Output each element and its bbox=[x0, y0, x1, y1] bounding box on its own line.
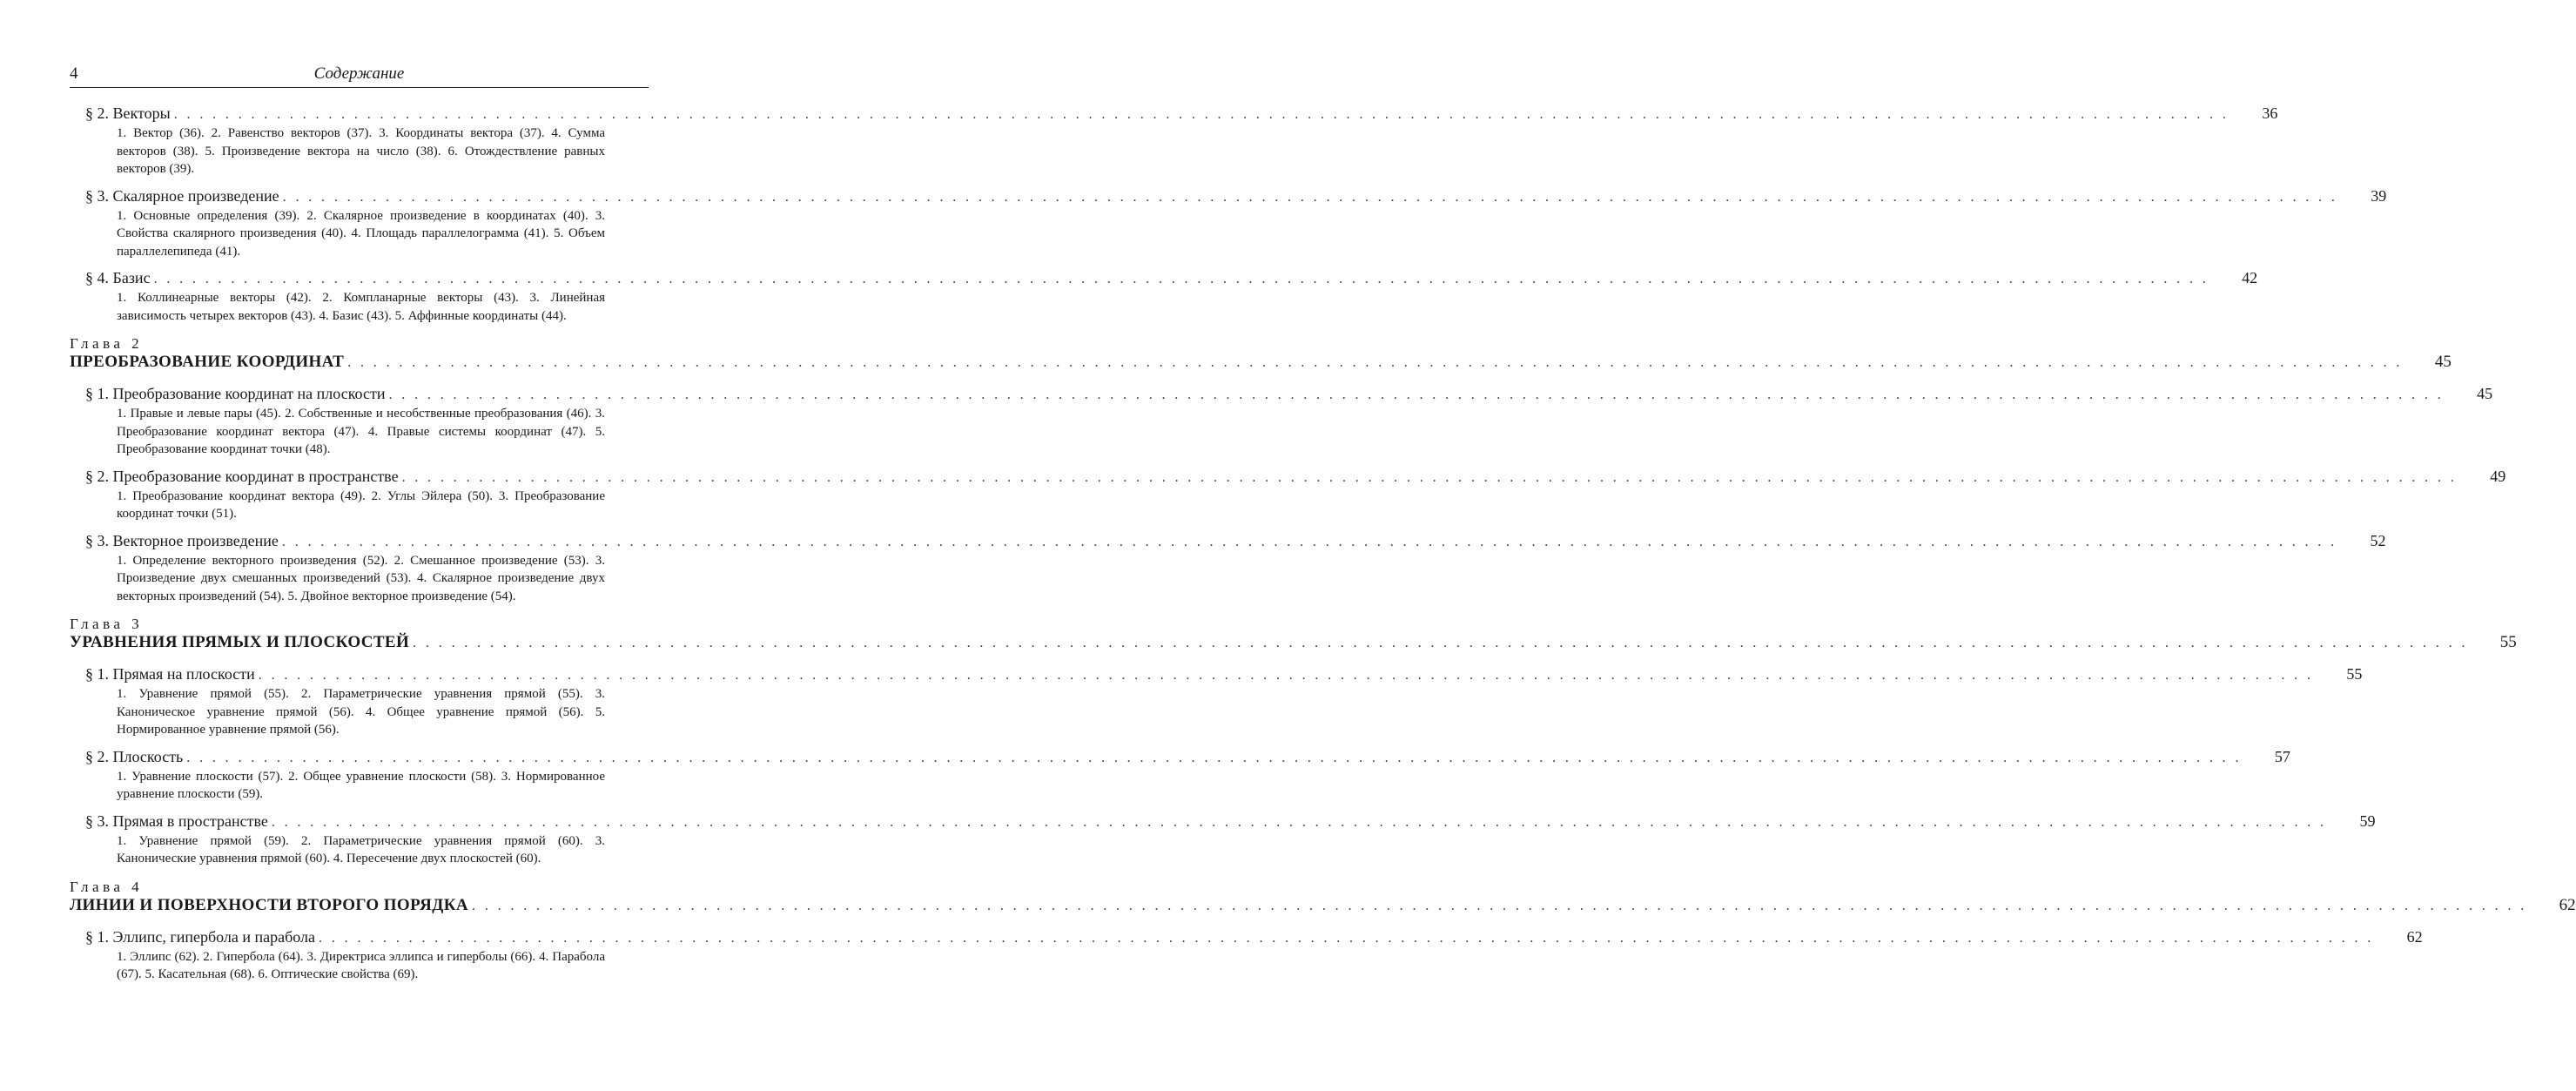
subsection-list: 1. Правые и левые пары (45). 2. Собственные и несобственные преобразования (46). 3. Преобразование координат вектора (47). 4. Правые системы координат (47). 5. Преобразование координат точки (48). bbox=[117, 407, 605, 456]
leader-dots: . . . . . . . . . . . . . . . . . . . . . . . . . . . . . . . . . . . . . . . . . . . . . . . . . . . . . . . . . . . . . . . . . . . . . . . . . . . . . . . . . . . . . . . . . . . . . . . . . . . . . . . . . . . . . . . . . . . . . . . . . . . . . . . . . . . . . . . . . . . . . . . . . . . . . . . . . . . . . . . . bbox=[388, 387, 2445, 402]
subsection-list: 1. Уравнение плоскости (57). 2. Общее уравнение плоскости (58). 3. Нормированное уравнение плоскости (59). bbox=[117, 769, 605, 801]
page-number: 4 bbox=[70, 64, 78, 83]
toc-section bbox=[70, 812, 2376, 868]
section-row bbox=[70, 186, 2387, 207]
running-title: Содержание bbox=[313, 64, 405, 83]
page-header bbox=[70, 64, 649, 88]
toc-page bbox=[70, 0, 2576, 1091]
chapter-row bbox=[70, 352, 2452, 374]
section-row bbox=[70, 531, 2386, 552]
leader-dots: . . . . . . . . . . . . . . . . . . . . . . . . . . . . . . . . . . . . . . . . . . . . . . . . . . . . . . . . . . . . . . . . . . . . . . . . . . . . . . . . . . . . . . . . . . . . . . . . . . . . . . . . . . . . . . . . . . . . . . . . . . . . . . . . . . . . . . . . . . . . . . . . . . . . . . . . . . . . . . . . bbox=[271, 814, 2327, 830]
toc-section bbox=[70, 467, 2506, 523]
section-row bbox=[70, 268, 2258, 289]
section-row bbox=[70, 104, 2278, 125]
section-title: § 3. Векторное произведение bbox=[85, 531, 279, 549]
leader-dots: . . . . . . . . . . . . . . . . . . . . . . . . . . . . . . . . . . . . . . . . . . . . . . . . . . . . . . . . . . . . . . . . . . . . . . . . . . . . . . . . . . . . . . . . . . . . . . . . . . . . . . . . . . . . . . . . . . . . . . . . . . . . . . . . . . . . . . . . . . . . . . . . . . . . . . . . . . . . . . . . bbox=[186, 750, 2242, 765]
section-title: § 2. Векторы bbox=[85, 104, 171, 122]
leader-dots: . . . . . . . . . . . . . . . . . . . . . . . . . . . . . . . . . . . . . . . . . . . . . . . . . . . . . . . . . . . . . . . . . . . . . . . . . . . . . . . . . . . . . . . . . . . . . . . . . . . . . . . . . . . . . . . . . . . . . . . . . . . . . . . . . . . . . . . . . . . . . . . . . . . . . . . . . . . . . . . . bbox=[401, 469, 2458, 485]
chapter-heading bbox=[70, 335, 2452, 374]
section-page: 59 bbox=[2359, 812, 2376, 830]
section-page: 36 bbox=[2262, 104, 2278, 122]
subsection-list: 1. Эллипс (62). 2. Гипербола (64). 3. Директриса эллипса и гиперболы (66). 4. Парабола (67). 5. Касательная (68). 6. Оптические свойства (69). bbox=[117, 949, 605, 981]
toc-section bbox=[70, 384, 2493, 459]
chapter-title: УРАВНЕНИЯ ПРЯМЫХ И ПЛОСКОСТЕЙ bbox=[70, 633, 410, 651]
toc-section bbox=[70, 104, 2278, 178]
chapter-row bbox=[70, 632, 2517, 654]
chapter-page: 62 bbox=[2559, 895, 2576, 914]
section-row bbox=[70, 812, 2376, 832]
section-title: § 2. Плоскость bbox=[85, 747, 184, 765]
leader-dots: . . . . . . . . . . . . . . . . . . . . . . . . . . . . . . . . . . . . . . . . . . . . . . . . . . . . . . . . . . . . . . . . . . . . . . . . . . . . . . . . . . . . . . . . . . . . . . . . . . . . . . . . . . . . . . . . . . . . . . . . . . . . . . . . . . . . . . . . . . . . . . . . . . . . . . . . . . . . . . . . bbox=[281, 534, 2337, 549]
chapter-heading bbox=[70, 616, 2517, 654]
leader-dots: . . . . . . . . . . . . . . . . . . . . . . . . . . . . . . . . . . . . . . . . . . . . . . . . . . . . . . . . . . . . . . . . . . . . . . . . . . . . . . . . . . . . . . . . . . . . . . . . . . . . . . . . . . . . . . . . . . . . . . . . . . . . . . . . . . . . . . . . . . . . . . . . . . . . . . . . . . . . . . . . bbox=[153, 272, 2209, 286]
toc-section bbox=[70, 747, 2290, 804]
toc-section bbox=[70, 664, 2363, 739]
chapter-row bbox=[70, 895, 2576, 917]
toc-section bbox=[70, 186, 2387, 261]
section-page: 42 bbox=[2242, 269, 2258, 286]
table-of-contents bbox=[70, 104, 2576, 992]
toc-section bbox=[70, 927, 2423, 984]
section-title: § 1. Преобразование координат на плоскости bbox=[85, 385, 386, 402]
section-row bbox=[70, 664, 2363, 685]
section-page: 62 bbox=[2406, 927, 2423, 946]
section-page: 57 bbox=[2274, 747, 2290, 765]
subsection-list: 1. Определение векторного произведения (52). 2. Смешанное произведение (53). 3. Произведение двух смешанных произведений (53). 4. Скалярное произведение двух векторных произведений (54). 5. Двойное векторное произведение (54). bbox=[117, 553, 605, 603]
section-title: § 1. Эллипс, гипербола и парабола bbox=[85, 927, 316, 946]
leader-dots: . . . . . . . . . . . . . . . . . . . . . . . . . . . . . . . . . . . . . . . . . . . . . . . . . . . . . . . . . . . . . . . . . . . . . . . . . . . . . . . . . . . . . . . . . . . . . . . . . . . . . . . . . . . . . . . . . . . . . . . . . . . . . . . . . . . . . . . . . . . . . . . . . . . . . . . . . . . . . . . . bbox=[282, 189, 2338, 205]
subsection-list: 1. Вектор (36). 2. Равенство векторов (37). 3. Координаты вектора (37). 4. Сумма векторов (38). 5. Произведение вектора на число (38). 6. Отождествление равных векторов (39). bbox=[117, 126, 605, 176]
section-title: § 1. Прямая на плоскости bbox=[85, 665, 255, 683]
subsection-list: 1. Уравнение прямой (55). 2. Параметрические уравнения прямой (55). 3. Каноническое уравнение прямой (56). 4. Общее уравнение прямой (56). 5. Нормированное уравнение прямой (56). bbox=[117, 687, 605, 737]
chapter-title: ЛИНИИ И ПОВЕРХНОСТИ ВТОРОГО ПОРЯДКА bbox=[70, 895, 469, 914]
section-page: 52 bbox=[2370, 531, 2386, 549]
subsection-list: 1. Коллинеарные векторы (42). 2. Компланарные векторы (43). 3. Линейная зависимость четырех векторов (43). 4. Базис (43). 5. Аффинные координаты (44). bbox=[117, 291, 605, 323]
chapter-label: Глава 4 bbox=[70, 878, 144, 895]
leader-dots: . . . . . . . . . . . . . . . . . . . . . . . . . . . . . . . . . . . . . . . . . . . . . . . . . . . . . . . . . . . . . . . . . . . . . . . . . . . . . . . . . . . . . . . . . . . . . . . . . . . . . . . . . . . . . . . . . . . . . . . . . . . . . . . . . . . . . . . . . . . . . . . . . . . . . . . . . . . . . . . . bbox=[347, 355, 2403, 370]
chapter-title: ПРЕОБРАЗОВАНИЕ КООРДИНАТ bbox=[70, 353, 345, 371]
section-page: 55 bbox=[2346, 665, 2363, 683]
section-page: 49 bbox=[2490, 467, 2506, 485]
chapter-page: 55 bbox=[2499, 633, 2517, 651]
leader-dots: . . . . . . . . . . . . . . . . . . . . . . . . . . . . . . . . . . . . . . . . . . . . . . . . . . . . . . . . . . . . . . . . . . . . . . . . . . . . . . . . . . . . . . . . . . . . . . . . . . . . . . . . . . . . . . . . . . . . . . . . . . . . . . . . . . . . . . . . . . . . . . . . . . . . . . . . . . . . . . . . bbox=[413, 636, 2468, 650]
section-row bbox=[70, 467, 2506, 488]
chapter-label: Глава 3 bbox=[70, 616, 144, 632]
section-row bbox=[70, 384, 2493, 405]
leader-dots: . . . . . . . . . . . . . . . . . . . . . . . . . . . . . . . . . . . . . . . . . . . . . . . . . . . . . . . . . . . . . . . . . . . . . . . . . . . . . . . . . . . . . . . . . . . . . . . . . . . . . . . . . . . . . . . . . . . . . . . . . . . . . . . . . . . . . . . . . . . . . . . . . . . . . . . . . . . . . . . . bbox=[173, 107, 2230, 122]
subsection-list: 1. Преобразование координат вектора (49). 2. Углы Эйлера (50). 3. Преобразование координат точки (51). bbox=[117, 488, 605, 521]
subsection-list: 1. Основные определения (39). 2. Скалярное произведение в координатах (40). 3. Свойства скалярного произведения (40). 4. Площадь параллелограмма (41). 5. Объем параллелепипеда (41). bbox=[117, 208, 605, 259]
chapter-label: Глава 2 bbox=[70, 335, 144, 352]
section-title: § 3. Прямая в пространстве bbox=[85, 812, 268, 830]
subsection-list: 1. Уравнение прямой (59). 2. Параметрические уравнения прямой (60). 3. Канонические уравнения прямой (60). 4. Пересечение двух плоскостей (60). bbox=[117, 833, 605, 865]
section-title: § 3. Скалярное произведение bbox=[85, 186, 279, 205]
section-row bbox=[70, 747, 2290, 768]
chapter-page: 45 bbox=[2434, 353, 2452, 371]
section-row bbox=[70, 927, 2423, 948]
section-page: 45 bbox=[2477, 385, 2493, 402]
leader-dots: . . . . . . . . . . . . . . . . . . . . . . . . . . . . . . . . . . . . . . . . . . . . . . . . . . . . . . . . . . . . . . . . . . . . . . . . . . . . . . . . . . . . . . . . . . . . . . . . . . . . . . . . . . . . . . . . . . . . . . . . . . . . . . . . . . . . . . . . . . . . . . . . . . . . . . . . . . . . . . . . bbox=[472, 898, 2527, 913]
toc-section bbox=[70, 268, 2258, 325]
leader-dots: . . . . . . . . . . . . . . . . . . . . . . . . . . . . . . . . . . . . . . . . . . . . . . . . . . . . . . . . . . . . . . . . . . . . . . . . . . . . . . . . . . . . . . . . . . . . . . . . . . . . . . . . . . . . . . . . . . . . . . . . . . . . . . . . . . . . . . . . . . . . . . . . . . . . . . . . . . . . . . . . bbox=[319, 930, 2374, 946]
chapter-heading bbox=[70, 878, 2576, 917]
leader-dots: . . . . . . . . . . . . . . . . . . . . . . . . . . . . . . . . . . . . . . . . . . . . . . . . . . . . . . . . . . . . . . . . . . . . . . . . . . . . . . . . . . . . . . . . . . . . . . . . . . . . . . . . . . . . . . . . . . . . . . . . . . . . . . . . . . . . . . . . . . . . . . . . . . . . . . . . . . . . . . . . bbox=[258, 668, 2314, 683]
toc-section bbox=[70, 531, 2386, 606]
section-page: 39 bbox=[2371, 186, 2387, 205]
section-title: § 2. Преобразование координат в пространстве bbox=[85, 467, 399, 485]
section-title: § 4. Базис bbox=[85, 269, 151, 286]
